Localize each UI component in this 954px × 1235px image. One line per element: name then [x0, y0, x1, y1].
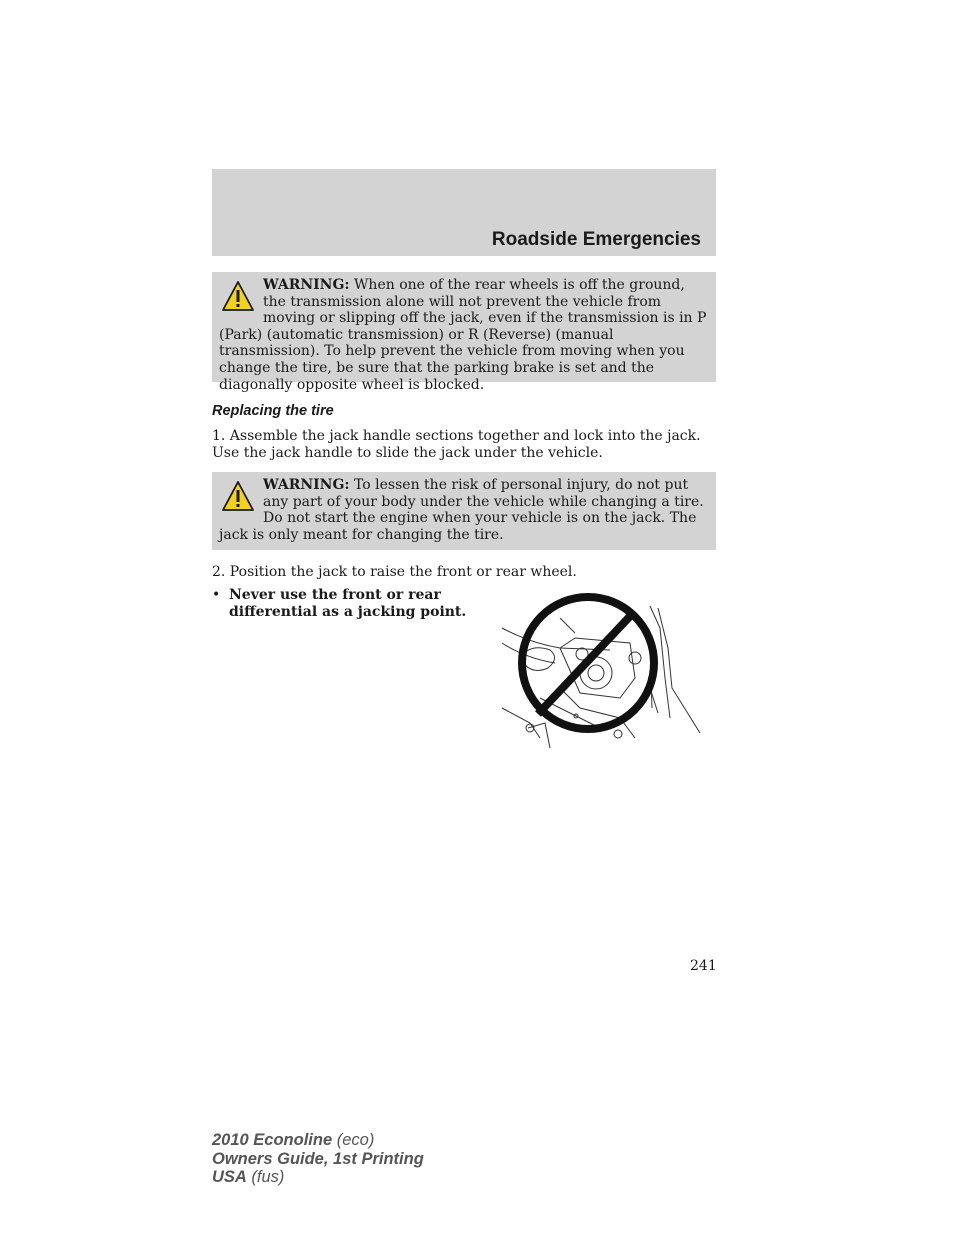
warning-text: When one of the rear wheels is off the ground, the transmission alone will not prevent the vehicle from moving or slipping off the jack, even if the transmission is in P (Park) (automatic transmission) or R (Reverse) (manual transmission). To help prevent the vehicle from moving when you change the tire, be sure that the parking brake is set and the diagonally opposite wheel is blocked.	[219, 277, 707, 393]
warning-box-personal-injury	[212, 472, 716, 550]
warning-triangle-icon	[221, 480, 255, 512]
no-symbol-icon	[522, 597, 654, 729]
warning-label: WARNING:	[263, 477, 350, 493]
footer-market-code: (fus)	[246, 1168, 285, 1186]
bullet-marker: •	[212, 587, 221, 603]
header-band	[212, 169, 716, 256]
footer-market: USA	[212, 1168, 247, 1186]
page-title: Roadside Emergencies	[491, 229, 701, 250]
differential-illustration	[500, 588, 702, 750]
footer-model: 2010 Econoline	[212, 1131, 333, 1149]
bullet-item	[212, 587, 472, 620]
warning-triangle-icon	[221, 280, 255, 312]
section-heading: Replacing the tire	[212, 403, 334, 419]
page-number: 241	[690, 958, 717, 974]
footer-edition: Owners Guide, 1st Printing	[212, 1149, 424, 1168]
bullet-text: Never use the front or rear differential as a jacking point.	[229, 587, 467, 620]
warning-text: To lessen the risk of personal injury, do not put any part of your body under the vehicle while changing a tire. Do not start the engine when your vehicle is on the jack. The jack is only meant for changing the tire.	[219, 477, 704, 543]
footer	[212, 1131, 424, 1187]
footer-model-code: (eco)	[332, 1131, 375, 1149]
step-2: 2. Position the jack to raise the front or rear wheel.	[212, 564, 577, 580]
warning-label: WARNING:	[263, 277, 350, 293]
warning-box-rear-wheel	[212, 272, 716, 393]
step-1: 1. Assemble the jack handle sections together and lock into the jack. Use the jack handle to slide the jack under the vehicle.	[212, 428, 701, 461]
